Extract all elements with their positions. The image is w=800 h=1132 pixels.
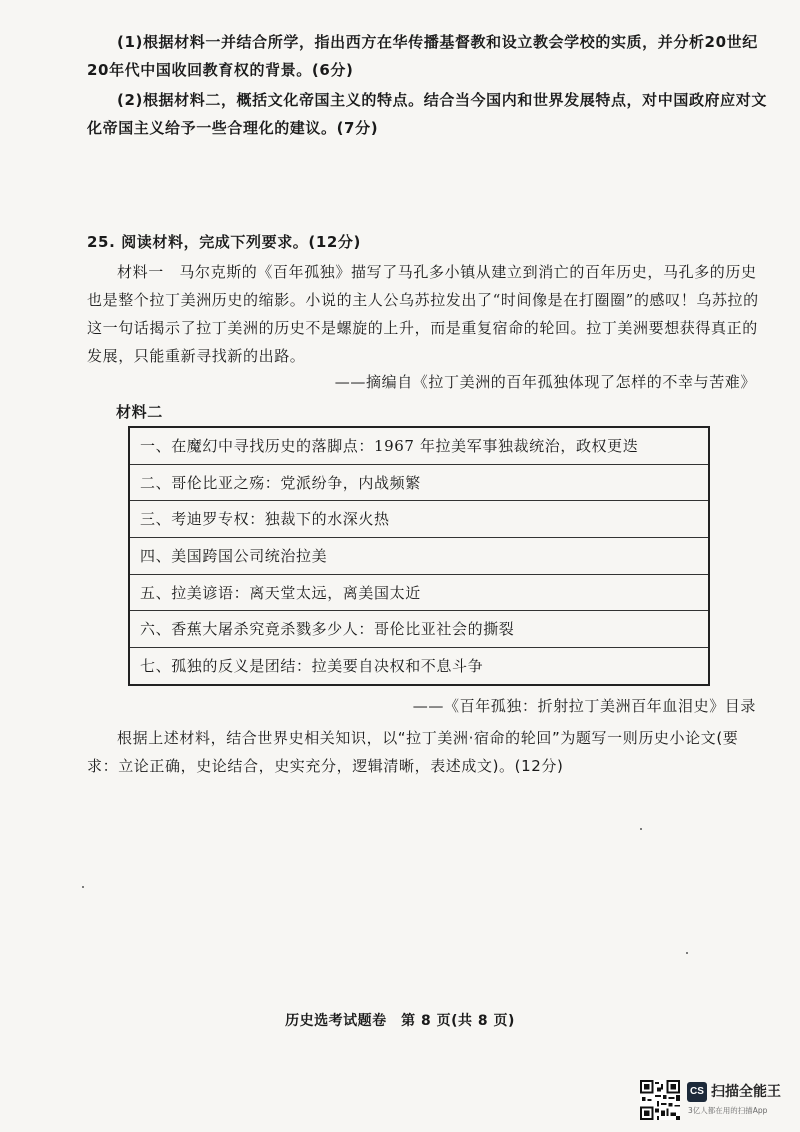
scan-speck	[82, 886, 84, 888]
table-row: 一、在魔幻中寻找历史的落脚点：1967 年拉美军事独裁统治，政权更迭	[130, 428, 708, 465]
scanner-app-slogan: 3亿人都在用的扫描App	[688, 1106, 768, 1115]
material-2-source: ——《百年孤独：折射拉丁美洲百年血泪史》目录	[412, 697, 756, 715]
material-2-table	[128, 426, 710, 686]
material-1-text: 材料一 马尔克斯的《百年孤独》描写了马孔多小镇从建立到消亡的百年历史，马孔多的历史也是整个拉丁美洲历史的缩影。小说的主人公乌苏拉发出了“时间像是在打圈圈”的感叹！乌苏拉的这一句话揭示了拉丁美洲的历史不是螺旋的上升，而是重复宿命的轮回。拉丁美洲要想获得真正的发展，只能重新寻找新的出路。	[87, 263, 759, 365]
scanner-watermark	[640, 1078, 790, 1122]
material-1-source: ——摘编自《拉丁美洲的百年孤独体现了怎样的不幸与苦难》	[334, 373, 756, 391]
table-row: 五、拉美谚语：离天堂太远，离美国太近	[130, 575, 708, 612]
table-row: 六、香蕉大屠杀究竟杀戮多少人：哥伦比亚社会的撕裂	[130, 611, 708, 648]
camscanner-logo-icon: CS	[687, 1082, 707, 1102]
table-row: 七、孤独的反义是团结：拉美要自决权和不息斗争	[140, 657, 484, 676]
qr-code-icon	[640, 1080, 680, 1120]
question-24-part2: (2)根据材料二，概括文化帝国主义的特点。结合当今国内和世界发展特点，对中国政府应对文化帝国主义给予一些合理化的建议。(7分)	[87, 91, 767, 137]
scanner-app-name: 扫描全能王	[711, 1084, 781, 1100]
question-24-part1: (1)根据材料一并结合所学，指出西方在华传播基督教和设立教会学校的实质，并分析20世纪20年代中国收回教育权的背景。(6分)	[87, 33, 758, 79]
table-row: 二、哥伦比亚之殇：党派纷争，内战频繁	[130, 465, 708, 502]
table-row: 四、美国跨国公司统治拉美	[130, 538, 708, 575]
question-25-title: 25. 阅读材料，完成下列要求。(12分)	[87, 233, 361, 251]
scan-speck	[640, 828, 642, 830]
material-2-label: 材料二	[116, 403, 163, 421]
scan-speck	[686, 952, 688, 954]
question-25-task: 根据上述材料，结合世界史相关知识，以“拉丁美洲·宿命的轮回”为题写一则历史小论文(要求：立论正确，史论结合，史实充分，逻辑清晰，表述成文)。(12分)	[87, 729, 739, 775]
page-footer: 历史选考试题卷 第 8 页(共 8 页)	[285, 1013, 515, 1029]
table-row: 三、考迪罗专权：独裁下的水深火热	[130, 501, 708, 538]
